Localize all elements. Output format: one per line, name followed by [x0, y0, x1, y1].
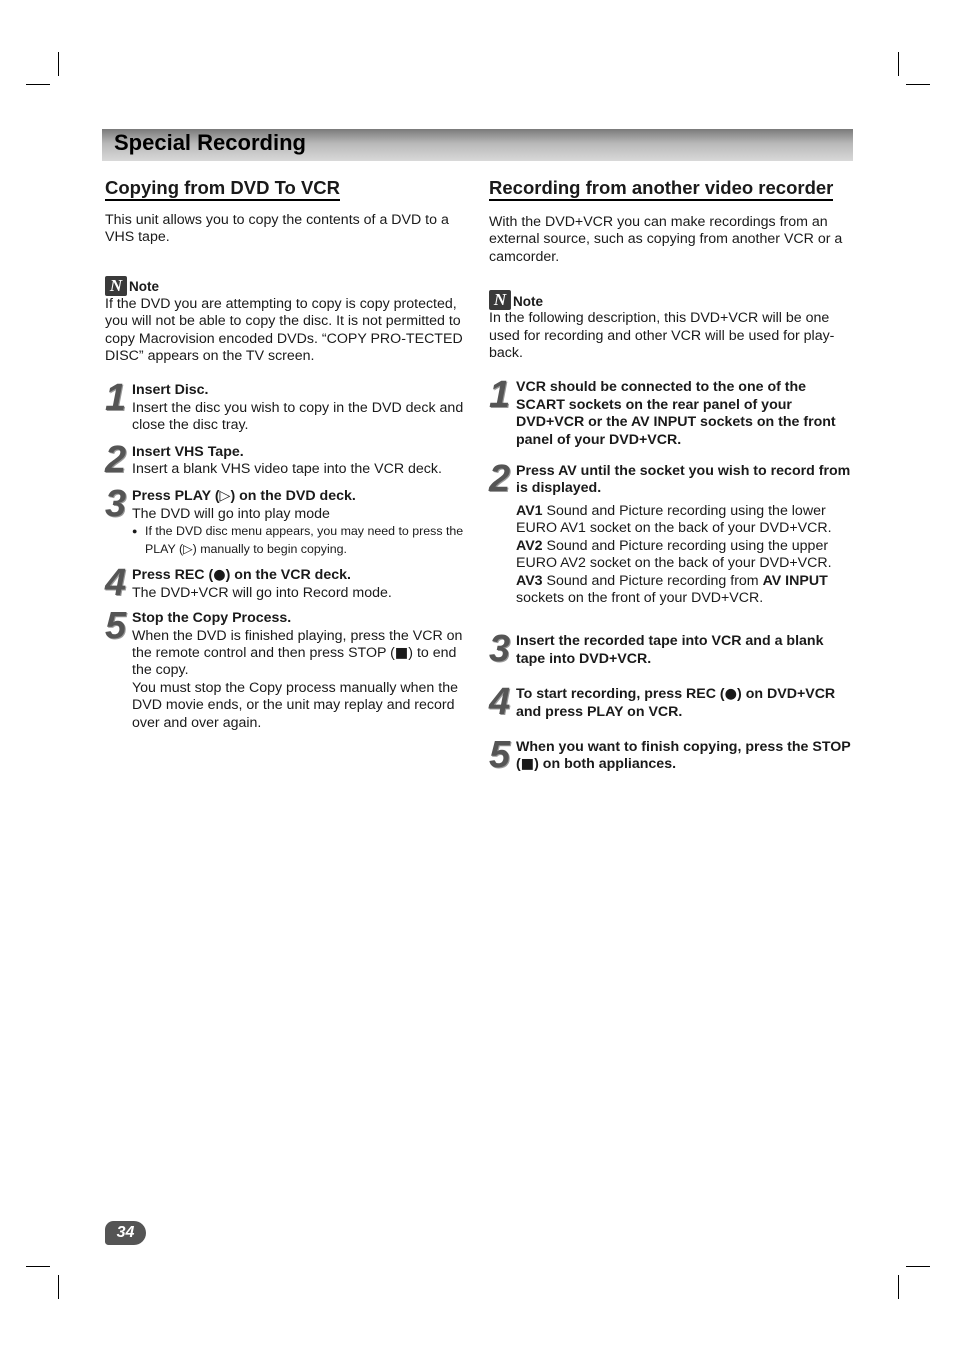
- step-body: The DVD will go into play mode: [132, 505, 330, 522]
- step-number: 1: [105, 377, 125, 420]
- step-number: 3: [105, 483, 125, 526]
- page-title: Special Recording: [114, 130, 306, 155]
- stop-icon: ■: [520, 756, 535, 773]
- right-note: [489, 290, 851, 362]
- play-icon: ▷: [219, 488, 231, 505]
- step-title: Stop the Copy Process.: [132, 610, 292, 627]
- step-4: [105, 562, 469, 605]
- right-column: [489, 172, 851, 774]
- step-title: Insert the recorded tape into VCR and a blank tape into DVD+VCR.: [516, 633, 824, 667]
- step-bullet: ● If the DVD disc menu appears, you may need to press the PLAY (▷) manually to begin copying.: [132, 523, 469, 558]
- stop-icon: ■: [394, 644, 409, 661]
- step-4: [489, 681, 851, 724]
- left-heading: Copying from DVD To VCR: [105, 172, 469, 204]
- step-number: 2: [105, 438, 125, 481]
- left-intro: This unit allows you to copy the contents of a DVD to a VHS tape.: [105, 212, 449, 246]
- step-2: [105, 438, 469, 481]
- crop-mark: [58, 52, 59, 76]
- crop-mark: [906, 1266, 930, 1267]
- section-banner: [102, 129, 853, 161]
- play-icon: ▷: [183, 541, 193, 557]
- note-text: In the following description, this DVD+VCR will be one used for recording and other VCR will be used for play-back.: [489, 310, 835, 362]
- page-number: 34: [105, 1221, 146, 1245]
- crop-mark: [58, 1275, 59, 1299]
- crop-mark: [898, 52, 899, 76]
- step-5: [489, 733, 851, 776]
- step-3: [489, 628, 851, 671]
- step-body: You must stop the Copy process manually when the DVD movie ends, or the unit may replay and record over and over again.: [132, 679, 458, 731]
- crop-mark: [898, 1275, 899, 1299]
- step-1: [489, 374, 851, 449]
- step-number: 4: [105, 562, 125, 605]
- step-title: Press PLAY (▷) on the DVD deck.: [132, 488, 356, 505]
- step-body: Insert the disc you wish to copy in the DVD deck and close the disc tray.: [132, 399, 464, 434]
- step-3: [105, 483, 469, 558]
- note-text: If the DVD you are attempting to copy is copy protected, you will not be able to copy the disc. It is not permitted to copy Macrovision encoded DVDs. “COPY PRO-TECTED DISC” appears on the TV screen.: [105, 295, 463, 365]
- av2-line: AV2 Sound and Picture recording using the upper EURO AV2 socket on the back of your DVD+VCR.: [516, 537, 832, 572]
- step-number: 2: [489, 458, 509, 501]
- step-1: [105, 377, 469, 434]
- step-title: When you want to finish copying, press the STOP (■) on both appliances.: [516, 738, 851, 773]
- step-number: 3: [489, 628, 509, 671]
- note-label: Note: [513, 293, 543, 309]
- step-number: 5: [105, 605, 125, 648]
- right-intro: With the DVD+VCR you can make recordings from an external source, such as copying from another VCR or a camcorder.: [489, 214, 843, 265]
- step-title: Press AV until the socket you wish to record from is displayed.: [516, 463, 851, 497]
- right-heading: Recording from another video recorder: [489, 172, 851, 204]
- note-icon: N: [105, 276, 127, 296]
- step-title: Insert Disc.: [132, 382, 209, 399]
- step-body: When the DVD is finished playing, press the VCR on the remote control and then press STOP (■) to end the copy.: [132, 627, 463, 679]
- step-title: Insert VHS Tape.: [132, 443, 244, 460]
- step-body: Insert a blank VHS video tape into the VCR deck.: [132, 461, 442, 478]
- step-5: [105, 605, 469, 732]
- av3-line: AV3 Sound and Picture recording from AV INPUT sockets on the front of your DVD+VCR.: [516, 572, 828, 606]
- left-column: [105, 172, 469, 732]
- step-number: 4: [489, 681, 509, 724]
- crop-mark: [26, 84, 50, 85]
- left-note: [105, 276, 469, 366]
- record-icon: ●: [724, 686, 738, 703]
- note-label: Note: [129, 279, 159, 295]
- crop-mark: [906, 84, 930, 85]
- av1-line: AV1 Sound and Picture recording using the lower EURO AV1 socket on the back of your DVD+VCR.: [516, 502, 832, 537]
- step-2: [489, 458, 851, 607]
- step-body: The DVD+VCR will go into Record mode.: [132, 584, 392, 601]
- step-title: To start recording, press REC (●) on DVD+VCR and press PLAY on VCR.: [516, 686, 836, 720]
- crop-mark: [26, 1266, 50, 1267]
- step-title: VCR should be connected to the one of the SCART sockets on the rear panel of your DVD+VCR or the AV INPUT sockets on the front panel of your DVD+VCR.: [516, 379, 836, 448]
- note-icon: N: [489, 290, 511, 310]
- step-number: 5: [489, 733, 509, 776]
- record-icon: ●: [213, 567, 226, 584]
- step-title: Press REC (●) on the VCR deck.: [132, 567, 351, 584]
- step-number: 1: [489, 374, 509, 417]
